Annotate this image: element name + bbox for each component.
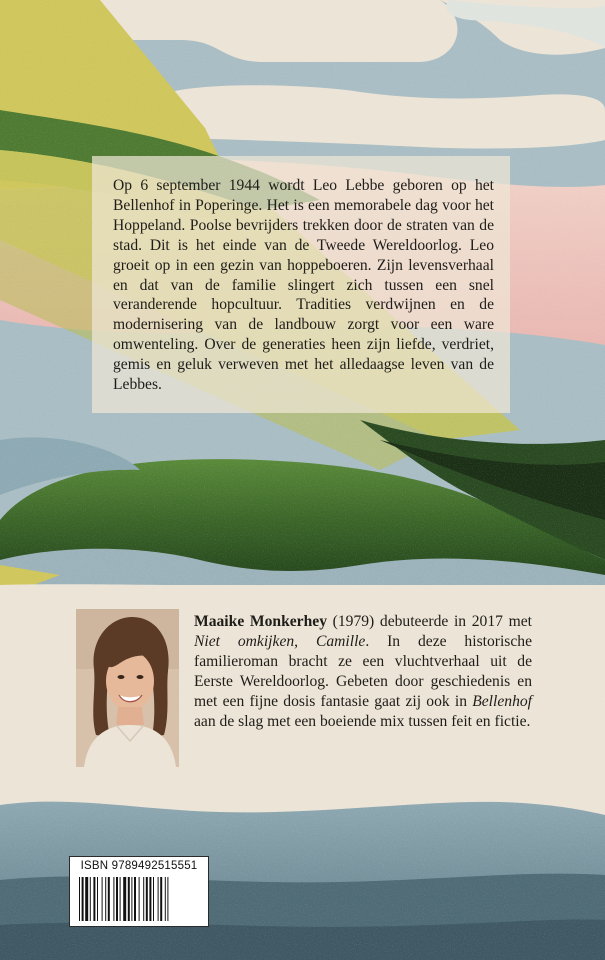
- bio-part-2: . In deze historische familieroman bracht ze een vluchtverhaal uit de Eerste Wereldoorlog. Gebeten door geschiedenis en met een fijne dosis fantasie gaat zij ook in: [194, 632, 532, 710]
- debut-title: Niet omkijken, Camille: [194, 632, 366, 650]
- book-title: Bellenhof: [472, 692, 532, 710]
- blurb-panel: [92, 156, 510, 413]
- author-bio: [194, 612, 532, 731]
- blurb-text: Op 6 september 1944 wordt Leo Lebbe geboren op het Bellenhof in Poperinge. Het is een memorabele dag voor het Hoppeland. Poolse bevrijders trekken door de straten van de stad. Dit is het einde van de Tweede Wereldoorlog. Leo groeit op in een gezin van hoppeboeren. Zijn levensverhaal en dat van de familie slingert zich tussen een snel veranderende hopcultuur. Tradities verdwijnen en de modernisering van de landbouw zorgt voor een ware omwenteling. Over de generaties heen zijn liefde, verdriet, gemis en geluk verweven met het alledaagse leven van de Lebbes.: [113, 177, 494, 394]
- author-photo: [76, 609, 179, 767]
- isbn-barcode: [69, 856, 209, 927]
- isbn-label: ISBN 9789492515551: [80, 860, 198, 872]
- bio-part-1: (1979) debuteerde in 2017 met: [327, 613, 532, 630]
- bio-part-3: aan de slag met een boeiende mix tussen feit en fictie.: [194, 712, 531, 730]
- author-name: Maaike Monkerhey: [194, 613, 327, 630]
- barcode-bars: [79, 877, 201, 921]
